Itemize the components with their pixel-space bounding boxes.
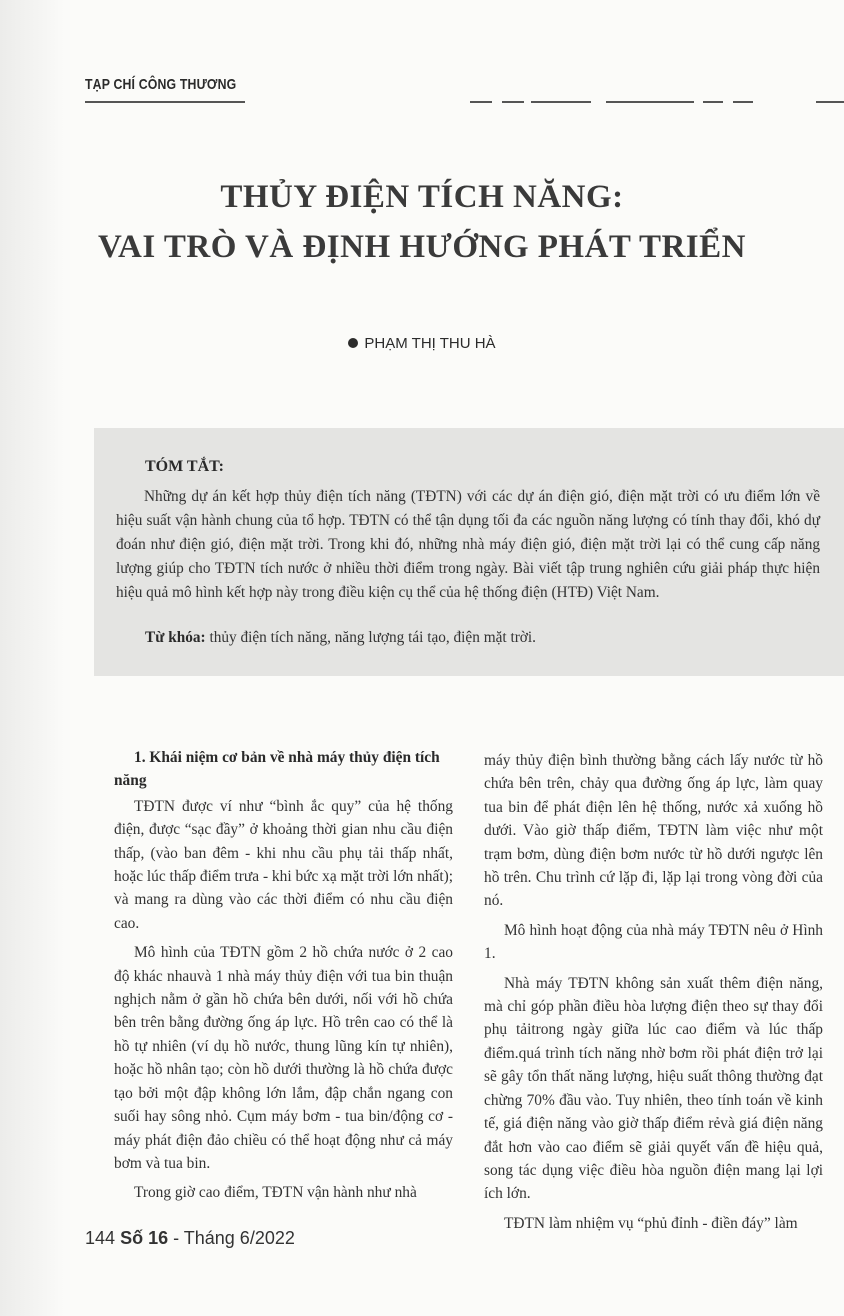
page-footer xyxy=(85,1228,295,1249)
paragraph: TĐTN được ví như “bình ắc quy” của hệ thống điện, được “sạc đầy” ở khoảng thời gian nhu cầu điện thấp, (vào ban đêm - khi nhu cầu phụ tải thấp nhất, hoặc lúc thấp điểm trưa - khi bức xạ mặt trời lớn nhất); và mang ra dùng vào các thời điểm có nhu cầu điện cao. xyxy=(114,797,453,932)
author-name: PHẠM THỊ THU HÀ xyxy=(364,335,496,352)
article-title xyxy=(0,172,844,272)
paragraph: Mô hình của TĐTN gồm 2 hồ chứa nước ở 2 cao độ khác nhauvà 1 nhà máy thủy điện với tua bin thuận nghịch nằm ở gần hồ chứa bên dưới, nối với hồ chứa bên trên bằng đường ống áp lực. Hồ trên cao có thể là hồ tự nhiên (ví dụ hồ nước, thung lũng kín tự nhiên), hoặc hồ nhân tạo; còn hồ dưới thường là hồ chứa được tạo bởi một đập không lớn lắm, đập chắn ngang con suối hay sông nhỏ. Cụm máy bơm - tua bin/động cơ - máy phát điện đảo chiều có thể hoạt động như cả máy bơm và tua bin. xyxy=(114,944,453,1172)
keywords-list: thủy điện tích năng, năng lượng tái tạo, điện mặt trời. xyxy=(205,629,536,646)
paragraph: Trong giờ cao điểm, TĐTN vận hành như nhà xyxy=(134,1184,417,1202)
author-byline xyxy=(0,335,844,352)
keywords-label: Từ khóa: xyxy=(145,629,206,646)
issue-number: Số 16 xyxy=(120,1228,169,1248)
body-column-right xyxy=(484,749,823,1241)
keywords xyxy=(145,626,825,650)
abstract-heading: TÓM TẮT: xyxy=(145,458,224,475)
header-rule xyxy=(85,101,245,103)
title-line-2: VAI TRÒ VÀ ĐỊNH HƯỚNG PHÁT TRIỂN xyxy=(97,229,746,265)
header-rule xyxy=(733,101,753,103)
abstract-text: Những dự án kết hợp thủy điện tích năng (TĐTN) với các dự án điện gió, điện mặt trời có ưu điểm lớn về hiệu suất vận hành chung của tổ hợp. TĐTN có thể tận dụng tối đa các nguồn năng lượng có tính thay đổi, khó dự đoán như điện gió, điện mặt trời. Trong khi đó, những nhà máy điện gió, điện mặt trời lại có thể cung cấp năng lượng giúp cho TĐTN tích nước ở nhiều thời điểm trong ngày. Bài viết tập trung nghiên cứu giải pháp thực hiện hiệu quả mô hình kết hợp này trong điều kiện cụ thể của hệ thống điện (HTĐ) Việt Nam. xyxy=(116,488,820,601)
header-rule xyxy=(502,101,524,103)
paragraph: TĐTN làm nhiệm vụ “phủ đỉnh - điền đáy” làm xyxy=(504,1214,798,1232)
paragraph: Nhà máy TĐTN không sản xuất thêm điện năng, mà chỉ góp phần điều hòa lượng điện theo sự thay đổi phụ tảitrong ngày giữa lúc cao điểm và lúc thấp điểm.quá trình tích năng nhờ bơm rồi phát điện trở lại sẽ gây tổn thất năng lượng, hiệu suất thông thường đạt chừng 70% đầu vào. Tuy nhiên, theo tính toán về kinh tế, giá điện năng vào giờ thấp điểm rẻvà giá điện năng đắt hơn vào cao điểm sẽ giải quyết vấn đề hiệu quả, song tác dụng việc điều hòa nguồn điện mang lại lợi ích lớn. xyxy=(484,974,823,1203)
header-rule xyxy=(703,101,723,103)
issue-date: - Tháng 6/2022 xyxy=(168,1228,295,1248)
title-line-1: THỦY ĐIỆN TÍCH NĂNG: xyxy=(220,179,624,215)
paragraph: máy thủy điện bình thường bằng cách lấy nước từ hồ chứa bên trên, chảy qua đường ống áp lực, làm quay tua bin để phát điện lên hệ thống, nước xả xuống hồ dưới. Vào giờ thấp điểm, TĐTN làm việc như một trạm bơm, dùng điện bơm nước từ hồ dưới ngược lên hồ trên. Chu trình cứ lặp đi, lặp lại trong vòng đời của nó. xyxy=(484,752,823,910)
header-rule xyxy=(531,101,591,103)
body-column-left xyxy=(114,746,453,1211)
page-number: 144 xyxy=(85,1228,116,1248)
paragraph: Mô hình hoạt động của nhà máy TĐTN nêu ở Hình 1. xyxy=(484,921,823,963)
header-rule xyxy=(470,101,492,103)
bullet-icon xyxy=(348,338,358,348)
header-rule xyxy=(606,101,694,103)
journal-header: TẠP CHÍ CÔNG THƯƠNG xyxy=(85,76,237,93)
header-rule xyxy=(816,101,844,103)
section-heading: 1. Khái niệm cơ bản về nhà máy thủy điện tích năng xyxy=(114,749,440,790)
